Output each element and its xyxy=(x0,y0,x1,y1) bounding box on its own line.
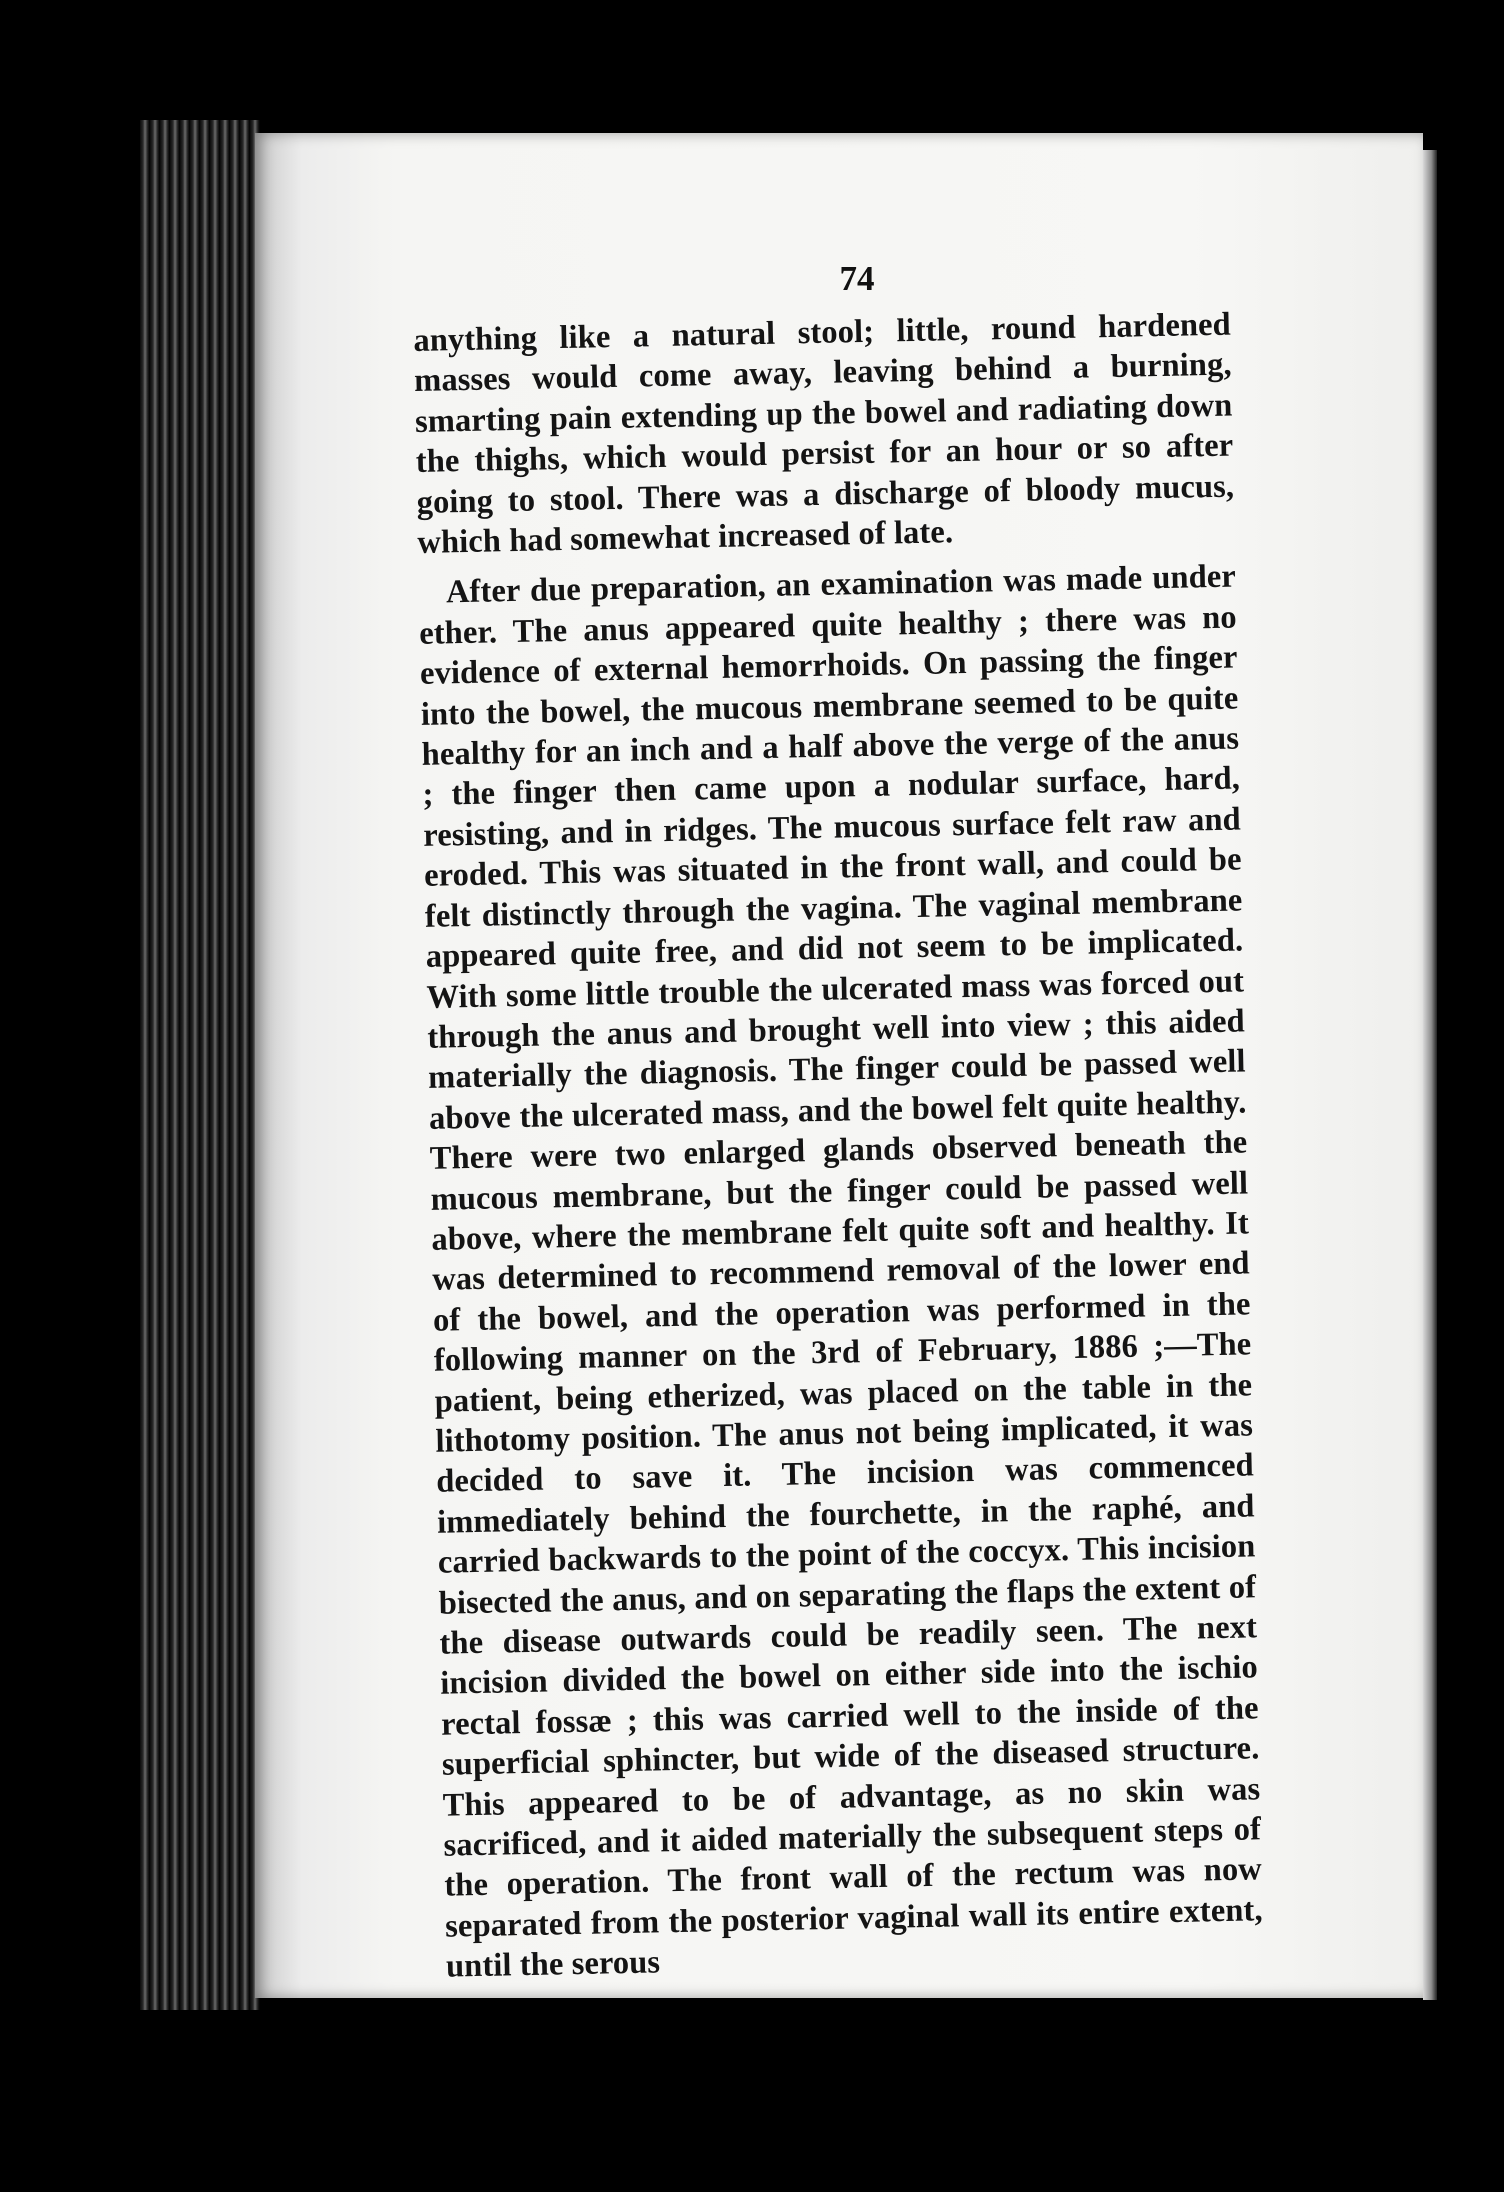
page-body xyxy=(413,305,1264,1988)
paragraph-2: After due preparation, an examination was made under ether. The anus appeared quite healthy ; there was no evidence of external hemorrhoids. On passing the finger into the bowel, the mucous membrane seemed to be quite healthy for an inch and a half above the verge of the anus ; the finger then came upon a nodular surface, hard, resisting, and in ridges. The mucous surface felt raw and eroded. This was situated in the front wall, and could be felt distinctly through the vagina. The vaginal membrane appeared quite free, and did not seem to be implicated. With some little trouble the ulcerated mass was forced out through the anus and brought well into view ; this aided materially the diagnosis. The finger could be passed well above the ulcerated mass, and the bowel felt quite healthy. There were two enlarged glands observed beneath the mucous membrane, but the finger could be passed well above, where the membrane felt quite soft and healthy. It was determined to recommend removal of the lower end of the bowel, and the operation was performed in the following manner on the 3rd of February, 1886 ;—The patient, being etherized, was placed on the table in the lithotomy position. The anus not being implicated, it was decided to save it. The incision was commenced immediately behind the fourchette, in the raphé, and carried backwards to the point of the coccyx. This incision bisected the anus, and on separating the flaps the extent of the disease outwards could be readily seen. The next incision divided the bowel on either side into the ischio rectal fossæ ; this was carried well to the inside of the superficial sphincter, but wide of the diseased structure. This appeared to be of advantage, as no skin was sacrificed, and it aided materially the subsequent steps of the operation. The front wall of the rectum was now separated from the posterior vaginal wall its entire extent, until the serous xyxy=(418,558,1263,1985)
book-page-edges xyxy=(140,120,260,2010)
book-right-edge xyxy=(1423,150,1437,2000)
page-number: 74 xyxy=(839,259,875,298)
book-page xyxy=(255,133,1423,1998)
paragraph-1: anything like a natural stool; little, round hardened masses would come away, leaving behind a burning, smarting pain extending up the bowel and radiating down the thighs, which would persist for an hour or so after going to stool. There was a discharge of bloody mucus, which had somewhat increased of late. xyxy=(413,306,1235,561)
